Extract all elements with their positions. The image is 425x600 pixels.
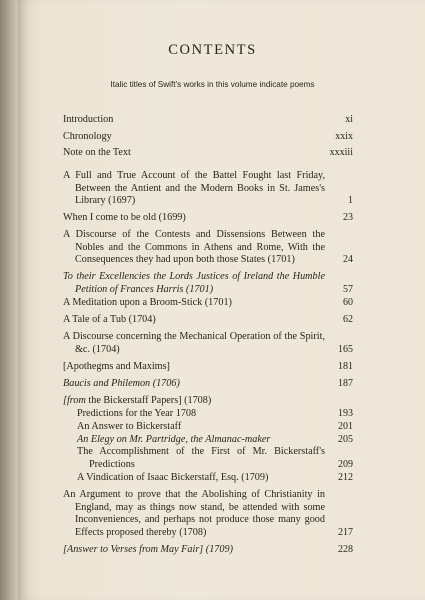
- toc-subentry-poem: [63, 434, 353, 447]
- toc-entry-title: Introduction: [63, 114, 114, 125]
- toc-entry: [63, 229, 353, 267]
- toc-entry-title: An Argument to prove that the Abolishing of Christianity in England, may as things now stand, be attended with some Inconveniences, and perhaps not produce those many good Effects proposed thereby (1708): [63, 489, 325, 539]
- toc-entry: [63, 212, 353, 225]
- toc-entry-title: Predictions for the Year 1708: [77, 408, 197, 419]
- toc-subentry: [63, 472, 353, 485]
- toc-subentry: [63, 421, 353, 434]
- toc-entry-title: Chronology: [63, 131, 112, 142]
- book-spine-shadow: [0, 0, 18, 600]
- toc-entry: [63, 331, 353, 356]
- toc-entry-page: 23: [343, 212, 353, 223]
- toc-entry-page: 187: [338, 378, 353, 389]
- toc-entry-page: 212: [338, 472, 353, 483]
- toc-entry: [63, 489, 353, 540]
- toc-entry-page: 228: [338, 544, 353, 555]
- toc-entry-title: A Tale of a Tub (1704): [63, 314, 156, 325]
- toc-entry: [63, 297, 353, 310]
- toc-entry-page: 57: [343, 283, 353, 295]
- toc-entry-title: A Meditation upon a Broom-Stick (1701): [63, 297, 232, 308]
- toc-entry: [63, 314, 353, 327]
- toc-entry-title: The Accomplishment of the First of Mr. Bickerstaff's Predictions: [77, 446, 325, 470]
- toc-entry-page: xi: [345, 114, 353, 125]
- toc-entry-page: 201: [338, 421, 353, 432]
- toc-entry-group: [63, 395, 353, 408]
- toc-entry-page: 165: [338, 343, 353, 355]
- toc-entry-page: 62: [343, 314, 353, 325]
- toc-entry-title: When I come to be old (1699): [63, 212, 186, 223]
- toc-entry-title: [Answer to Verses from May Fair] (1709): [63, 544, 233, 555]
- toc-subentry: [63, 446, 353, 471]
- toc-entry-poem: [63, 271, 353, 296]
- toc-entry-page: 24: [343, 254, 353, 266]
- toc-entry-chronology: [63, 131, 353, 144]
- italic-note: Italic titles of Swift's works in this volume indicate poems: [110, 80, 315, 89]
- toc-entry-title: An Answer to Bickerstaff: [77, 421, 182, 432]
- toc-entry-title: Note on the Text: [63, 147, 131, 158]
- toc-entry-page: xxix: [335, 131, 353, 142]
- toc-entry-title: A Discourse concerning the Mechanical Operation of the Spirit, &c. (1704): [63, 331, 325, 355]
- toc-entry-title: A Full and True Account of the Battel Fought last Friday, Between the Antient and the Modern Books in St. James's Library (1697): [63, 170, 325, 207]
- toc-entry-introduction: [63, 114, 353, 127]
- toc-entry-page: 217: [338, 527, 353, 539]
- toc-entry-page: 60: [343, 297, 353, 308]
- toc-entry: [63, 170, 353, 208]
- toc-entry-title: An Elegy on Mr. Partridge, the Almanac-maker: [77, 434, 271, 445]
- toc-entry-title: the Bickerstaff Papers] (1708): [85, 395, 212, 406]
- toc-entry-page: 209: [338, 458, 353, 470]
- toc-entry: [63, 361, 353, 374]
- toc-entry-page: 1: [348, 195, 353, 207]
- toc-entry-title: [Apothegms and Maxims]: [63, 361, 170, 372]
- toc-entry-page: 193: [338, 408, 353, 419]
- toc-entry-prefix: [from: [63, 395, 86, 406]
- toc-entry-title: Baucis and Philemon (1706): [63, 378, 180, 389]
- toc-entry-poem: [63, 544, 353, 557]
- toc-entry-page: xxxiii: [329, 147, 353, 158]
- page-title: CONTENTS: [168, 42, 257, 58]
- toc-entry-poem: [63, 378, 353, 391]
- toc-entry-title: A Vindication of Isaac Bickerstaff, Esq. (1709): [77, 472, 269, 483]
- toc-entry-title: To their Excellencies the Lords Justices of Ireland the Humble Petition of Frances Harris (1701): [63, 271, 325, 295]
- toc-subentry: [63, 408, 353, 421]
- toc-entry-title: A Discourse of the Contests and Dissensions Between the Nobles and the Commons in Athens and Rome, With the Consequences they had upon both those States (1701): [63, 229, 325, 266]
- toc-entry-page: 205: [338, 434, 353, 445]
- toc-entry-page: 181: [338, 361, 353, 372]
- toc-entry-note-on-text: [63, 147, 353, 160]
